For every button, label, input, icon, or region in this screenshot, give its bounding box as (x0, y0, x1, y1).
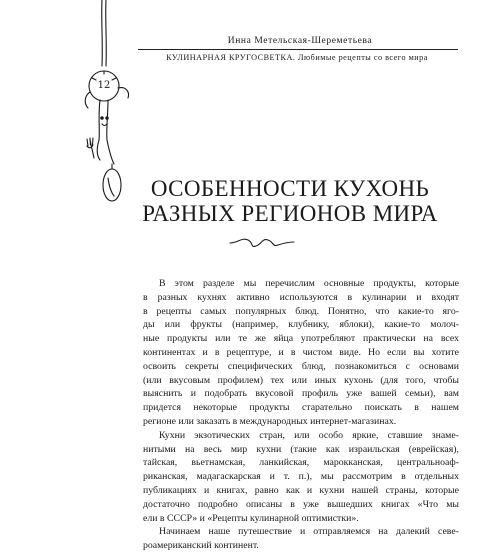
text-line: роамериканский континент. (143, 540, 259, 552)
text-line: ели в СССР» и «Рецепты кулинарной оптимистки». (143, 512, 359, 524)
text-line: выяснить и подобрать вкусовой профиль уже вашей семьи), вам (143, 388, 459, 400)
text-line: ные продукты или те же яйца употребляют практически на всех (143, 333, 459, 345)
running-header-author: Инна Метельская-Шереметьева (227, 36, 373, 46)
text-line: континентах и в рецептуре, и в чистом виде. Но если вы хотите (143, 346, 459, 358)
cutlery-figure-illustration (78, 0, 138, 220)
text-line: риканская, мадагаскарская и т. п.), мы рассмотрим в отдельных (143, 471, 459, 483)
text-line: В этом разделе мы перечислим основные продукты, которые (159, 278, 459, 289)
page-number: 12 (97, 80, 111, 91)
header-divider (138, 49, 458, 50)
chapter-heading-line: ОСОБЕННОСТИ КУХОНЬ (150, 176, 430, 201)
body-text (143, 277, 459, 553)
text-line: придется некоторые продукты старательно поискать в нашем (143, 402, 459, 414)
decorative-squiggle-ornament (228, 234, 296, 250)
text-line: Начинаем наше путешествие и отправляемся на далекий севе- (159, 526, 459, 538)
text-line: освоить секреты специфических блюд, познакомиться с основами (143, 360, 459, 372)
chapter-heading (140, 176, 440, 226)
text-line: в рецепты самых популярных блюд. Понятно, что какие-то яго- (143, 305, 459, 317)
running-header-book-title: КУЛИНАРНАЯ КРУГОСВЕТКА. Любимые рецепты со всего мира (166, 53, 428, 62)
text-line: Кухни экзотических стран, или особо яркие, ставшие знаме- (159, 429, 459, 441)
text-line: ды или фрукты (например, клубнику, яблоки), какие-то молоч- (143, 319, 459, 331)
text-line: достаточно подробно описаны в уже вышедших книгах «Что мы (143, 498, 459, 510)
paragraph (143, 277, 459, 429)
chapter-heading-line: РАЗНЫХ РЕГИОНОВ МИРА (142, 201, 438, 226)
text-line: тайская, вьетнамская, ланкийская, марокканская, центральноаф- (143, 457, 459, 469)
text-line: (или вкусовым профилем) тех или иных кухонь (для того, чтобы (143, 374, 459, 386)
text-line: регионе или заказать в международных интернет-магазинах. (143, 415, 397, 427)
text-line: нитыми на весь мир кухни (такие как израильская (еврейская), (143, 443, 459, 455)
paragraph (143, 525, 459, 553)
paragraph (143, 429, 459, 526)
text-line: в разных кухнях активно используются в кулинарии и входят (143, 291, 459, 303)
text-line: публикациях и книгах, равно как и кухни нашей страны, которые (143, 484, 459, 496)
